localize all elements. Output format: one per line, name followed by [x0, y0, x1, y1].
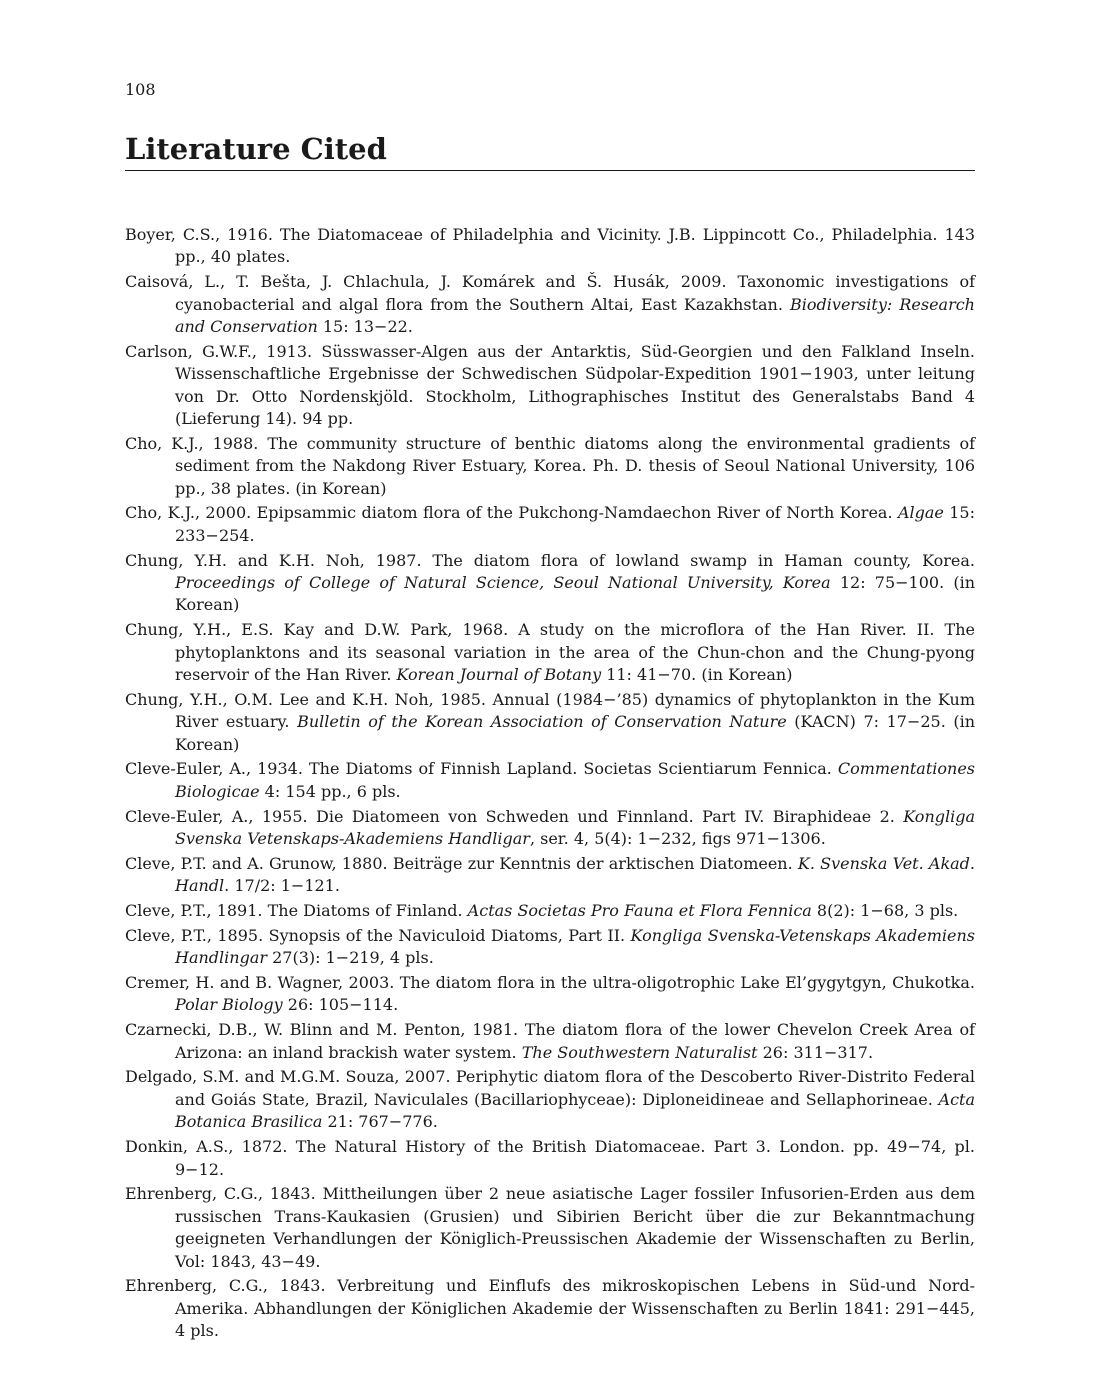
reference-entry: [125, 224, 975, 269]
reference-entry: [125, 1183, 975, 1273]
reference-text: Cho, K.J., 1988. The community structure of benthic diatoms along the environmental gradients of sediment from the Nakdong River Estuary, Korea. Ph. D. thesis of Seoul National University, 106 pp., 38 plates. (in Korean): [125, 433, 975, 498]
reference-text: Cleve-Euler, A., 1955. Die Diatomeen von Schweden und Finnland. Part IV. Biraphideae 2.: [125, 806, 904, 826]
reference-entry: [125, 900, 975, 922]
reference-journal: The Southwestern Naturalist: [521, 1042, 758, 1062]
reference-text: 21: 767−776.: [322, 1112, 438, 1132]
reference-text: 15: 13−22.: [317, 317, 413, 337]
reference-journal: Polar Biology: [175, 995, 283, 1015]
reference-journal: Korean Journal of Botany: [396, 665, 602, 685]
reference-text: 12: 75−100. (in Korean): [175, 573, 976, 615]
reference-text: Caisová, L., T. Bešta, J. Chlachula, J. Komárek and Š. Husák, 2009. Taxonomic investigations of cyanobacterial and algal flora from the Southern Altai, East Kazakhstan.: [125, 272, 975, 314]
reference-text: Cleve-Euler, A., 1934. The Diatoms of Finnish Lapland. Societas Scientiarum Fennica.: [125, 759, 838, 779]
reference-entry: [125, 925, 975, 970]
reference-entry: [125, 271, 975, 338]
reference-entry: [125, 502, 975, 547]
reference-text: Cho, K.J., 2000. Epipsammic diatom flora of the Pukchong-Namdaechon River of North Korea.: [125, 503, 898, 523]
reference-entry: [125, 433, 975, 500]
reference-text: Czarnecki, D.B., W. Blinn and M. Penton, 1981. The diatom flora of the lower Chevelon Creek Area of Arizona: an inland brackish water system.: [125, 1020, 975, 1062]
reference-entry: [125, 758, 975, 803]
reference-text: 26: 105−114.: [282, 995, 399, 1015]
reference-entry: [125, 1275, 975, 1342]
reference-entry: [125, 550, 975, 617]
reference-text: 27(3): 1−219, 4 pls.: [267, 948, 434, 968]
reference-list: [125, 224, 975, 1345]
reference-text: Boyer, C.S., 1916. The Diatomaceae of Philadelphia and Vicinity. J.B. Lippincott Co., Philadelphia. 143 pp., 40 plates.: [125, 225, 975, 267]
reference-journal: Kongliga Svenska-Vetenskaps Akademiens Handlingar: [175, 925, 976, 968]
page-number: 108: [125, 80, 156, 99]
reference-text: 15: 233−254.: [175, 503, 975, 545]
reference-text: Cremer, H. and B. Wagner, 2003. The diatom flora in the ultra-oligotrophic Lake El’gygytgyn, Chukotka.: [125, 973, 975, 993]
reference-journal: Actas Societas Pro Fauna et Flora Fennica: [467, 901, 812, 921]
reference-entry: [125, 619, 975, 686]
reference-text: Donkin, A.S., 1872. The Natural History of the British Diatomaceae. Part 3. London. pp. 49−74, pl. 9−12.: [125, 1137, 975, 1179]
reference-text: , ser. 4, 5(4): 1−232, figs 971−1306.: [529, 829, 826, 849]
reference-entry: [125, 806, 975, 851]
reference-text: . 17/2: 1−121.: [224, 876, 340, 896]
reference-entry: [125, 853, 975, 898]
reference-journal: Kongliga Svenska Vetenskaps-Akademiens Handligar: [175, 806, 975, 849]
reference-entry: [125, 1066, 975, 1133]
reference-text: Cleve, P.T., 1895. Synopsis of the Naviculoid Diatoms, Part II.: [125, 925, 631, 945]
reference-text: Chung, Y.H. and K.H. Noh, 1987. The diatom flora of lowland swamp in Haman county, Korea.: [125, 550, 975, 570]
reference-journal: K. Svenska Vet. Akad. Handl: [175, 853, 976, 896]
reference-text: Cleve, P.T., 1891. The Diatoms of Finland.: [125, 901, 468, 921]
reference-journal: Bulletin of the Korean Association of Conservation Nature: [297, 712, 787, 732]
reference-text: Chung, Y.H., E.S. Kay and D.W. Park, 1968. A study on the microflora of the Han River. II. The phytoplanktons and its seasonal variation in the area of the Chun-chon and the Chung-pyong reservoir of the Han River.: [125, 620, 975, 685]
reference-entry: [125, 689, 975, 756]
reference-text: (KACN) 7: 17−25. (in Korean): [175, 712, 976, 754]
reference-text: 11: 41−70. (in Korean): [601, 665, 793, 685]
reference-entry: [125, 341, 975, 431]
reference-text: 26: 311−317.: [757, 1042, 874, 1062]
reference-journal: Proceedings of College of Natural Science, Seoul National University, Korea: [175, 573, 831, 593]
reference-entry: [125, 1019, 975, 1064]
reference-entry: [125, 972, 975, 1017]
reference-text: Carlson, G.W.F., 1913. Süsswasser-Algen aus der Antarktis, Süd-Georgien und den Falkland Inseln. Wissenschaftliche Ergebnisse der Schwedischen Südpolar-Expedition 1901−1903, unter leitung von Dr. Otto Nordenskjöld. Stockholm, Lithographisches Institut des Generalstabs Band 4 (Lieferung 14). 94 pp.: [125, 341, 975, 429]
reference-journal: Biodiversity: Research and Conservation: [175, 294, 975, 337]
reference-text: Ehrenberg, C.G., 1843. Mittheilungen über 2 neue asiatische Lager fossiler Infusorien-Erden aus dem russischen Trans-Kaukasien (Grusien) und Sibirien Bericht über die zur Bekanntmachung geeigneten Verhandlungen der Königlich-Preussischen Akademie der Wissenschaften zu Berlin, Vol: 1843, 43−49.: [125, 1184, 975, 1271]
reference-journal: Commentationes Biologicae: [175, 759, 975, 801]
reference-journal: Algae: [897, 503, 944, 523]
reference-text: Chung, Y.H., O.M. Lee and K.H. Noh, 1985. Annual (1984−’85) dynamics of phytoplankton in the Kum River estuary.: [125, 689, 975, 732]
reference-text: 4: 154 pp., 6 pls.: [259, 781, 401, 801]
reference-text: 8(2): 1−68, 3 pls.: [811, 901, 959, 921]
reference-entry: [125, 1136, 975, 1181]
reference-journal: Acta Botanica Brasilica: [175, 1089, 975, 1132]
reference-text: Ehrenberg, C.G., 1843. Verbreitung und Einflufs des mikroskopischen Lebens in Süd-und Nord-Amerika. Abhandlungen der Königlichen Akademie der Wissenschaften zu Berlin 1841: 291−445, 4 pls.: [125, 1276, 975, 1341]
section-title: Literature Cited: [125, 132, 975, 171]
reference-text: Cleve, P.T. and A. Grunow, 1880. Beiträge zur Kenntnis der arktischen Diatomeen.: [125, 853, 798, 873]
reference-text: Delgado, S.M. and M.G.M. Souza, 2007. Periphytic diatom flora of the Descoberto River-Distrito Federal and Goiás State, Brazil, Naviculales (Bacillariophyceae): Diploneidineae and Sellaphorineae.: [125, 1067, 975, 1109]
